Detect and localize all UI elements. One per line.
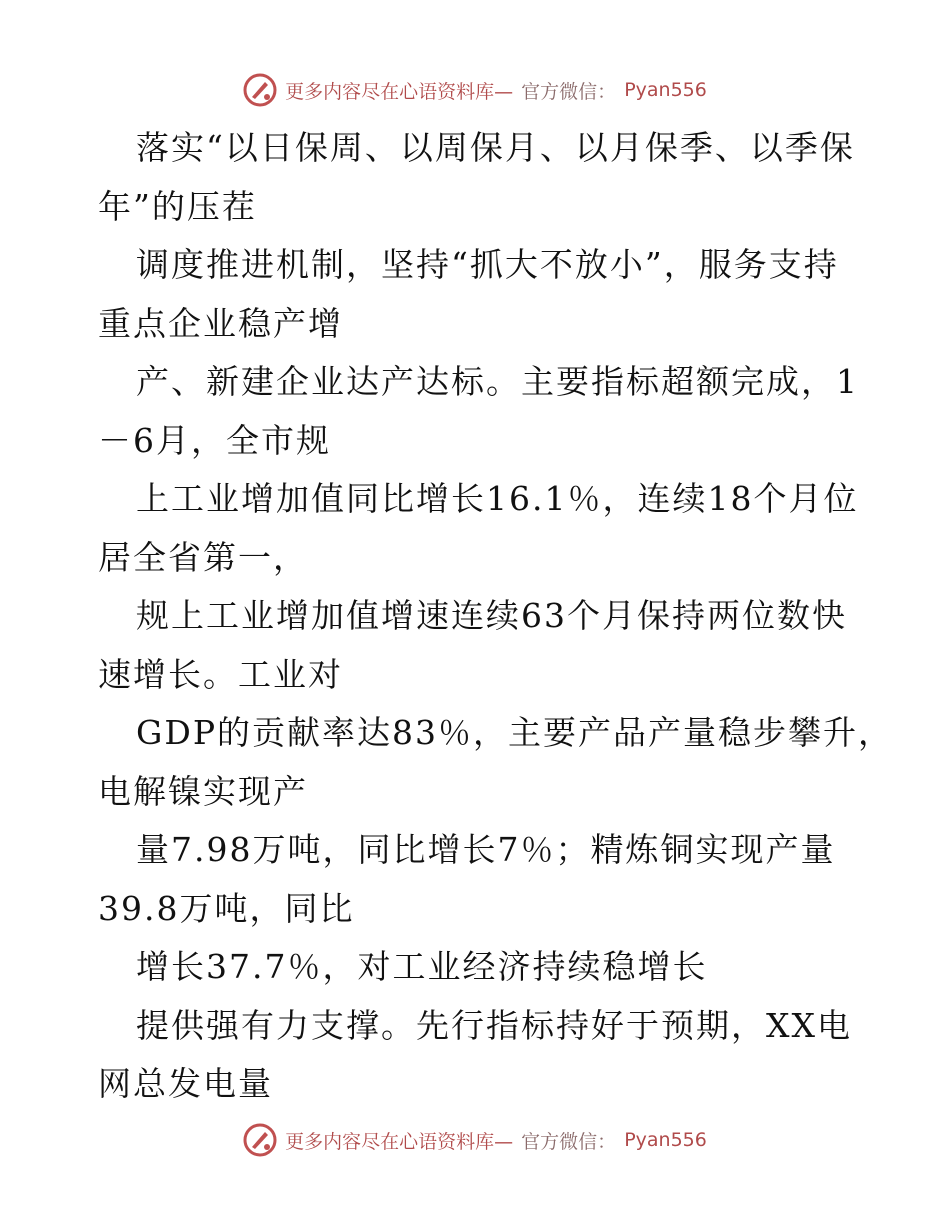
paragraph-line: 39.8万吨，同比 [98,888,355,928]
paragraph-line: 重点企业稳产增 [98,303,343,343]
watermark-wechat-label: 官方微信： [521,1130,617,1153]
watermark-wechat-label: 官方微信： [521,80,617,103]
paragraph-line: 电解镍实现产 [98,771,308,811]
paragraph [98,470,858,587]
paragraph [98,997,858,1114]
paragraph-line: 速增长。工业对 [98,654,343,694]
paragraph-line: 调度推进机制，坚持“抓大不放小”，服务支持 [136,245,839,284]
paragraph [98,119,858,236]
paragraph-line: 网总发电量 [98,1064,273,1103]
paragraph-line: 量7.98万吨，同比增长7％；精炼铜实现产量 [136,830,836,869]
paragraph [98,587,858,704]
brand-logo-icon [243,1123,277,1157]
paragraph [98,353,858,470]
paragraph-line: 规上工业增加值增速连续63个月保持两位数快 [136,596,847,635]
paragraph-line: 提供强有力支撑。先行指标持好于预期，XX电 [136,1005,852,1045]
watermark-text: 更多内容尽在心语资料库— [285,80,514,103]
paragraph [98,821,858,938]
brand-logo-icon [243,73,277,107]
footer-watermark [0,1120,950,1160]
paragraph-line: －6月，全市规 [98,420,331,460]
paragraph-line: 年”的压茬 [98,186,257,226]
paragraph [98,236,858,353]
paragraph-line: 增长37.7％，对工业经济持续稳增长 [136,947,708,986]
paragraph-line: 落实“以日保周、以周保月、以月保季、以季保 [136,128,855,167]
watermark-text: 更多内容尽在心语资料库— [285,1130,514,1153]
paragraph-line: 居全省第一， [98,537,308,577]
paragraph-line: 产、新建企业达产达标。主要指标超额完成，1 [136,362,859,401]
header-watermark [0,70,950,110]
paragraph [98,704,894,821]
document-body [98,119,894,1114]
paragraph-line: GDP的贡献率达83％，主要产品产量稳步攀升， [136,713,894,752]
watermark-wechat-id: Pyan556 [624,1129,707,1151]
paragraph-line: 上工业增加值同比增长16.1％，连续18个月位 [136,479,859,518]
paragraph [98,938,858,997]
watermark-wechat-id: Pyan556 [624,79,707,101]
